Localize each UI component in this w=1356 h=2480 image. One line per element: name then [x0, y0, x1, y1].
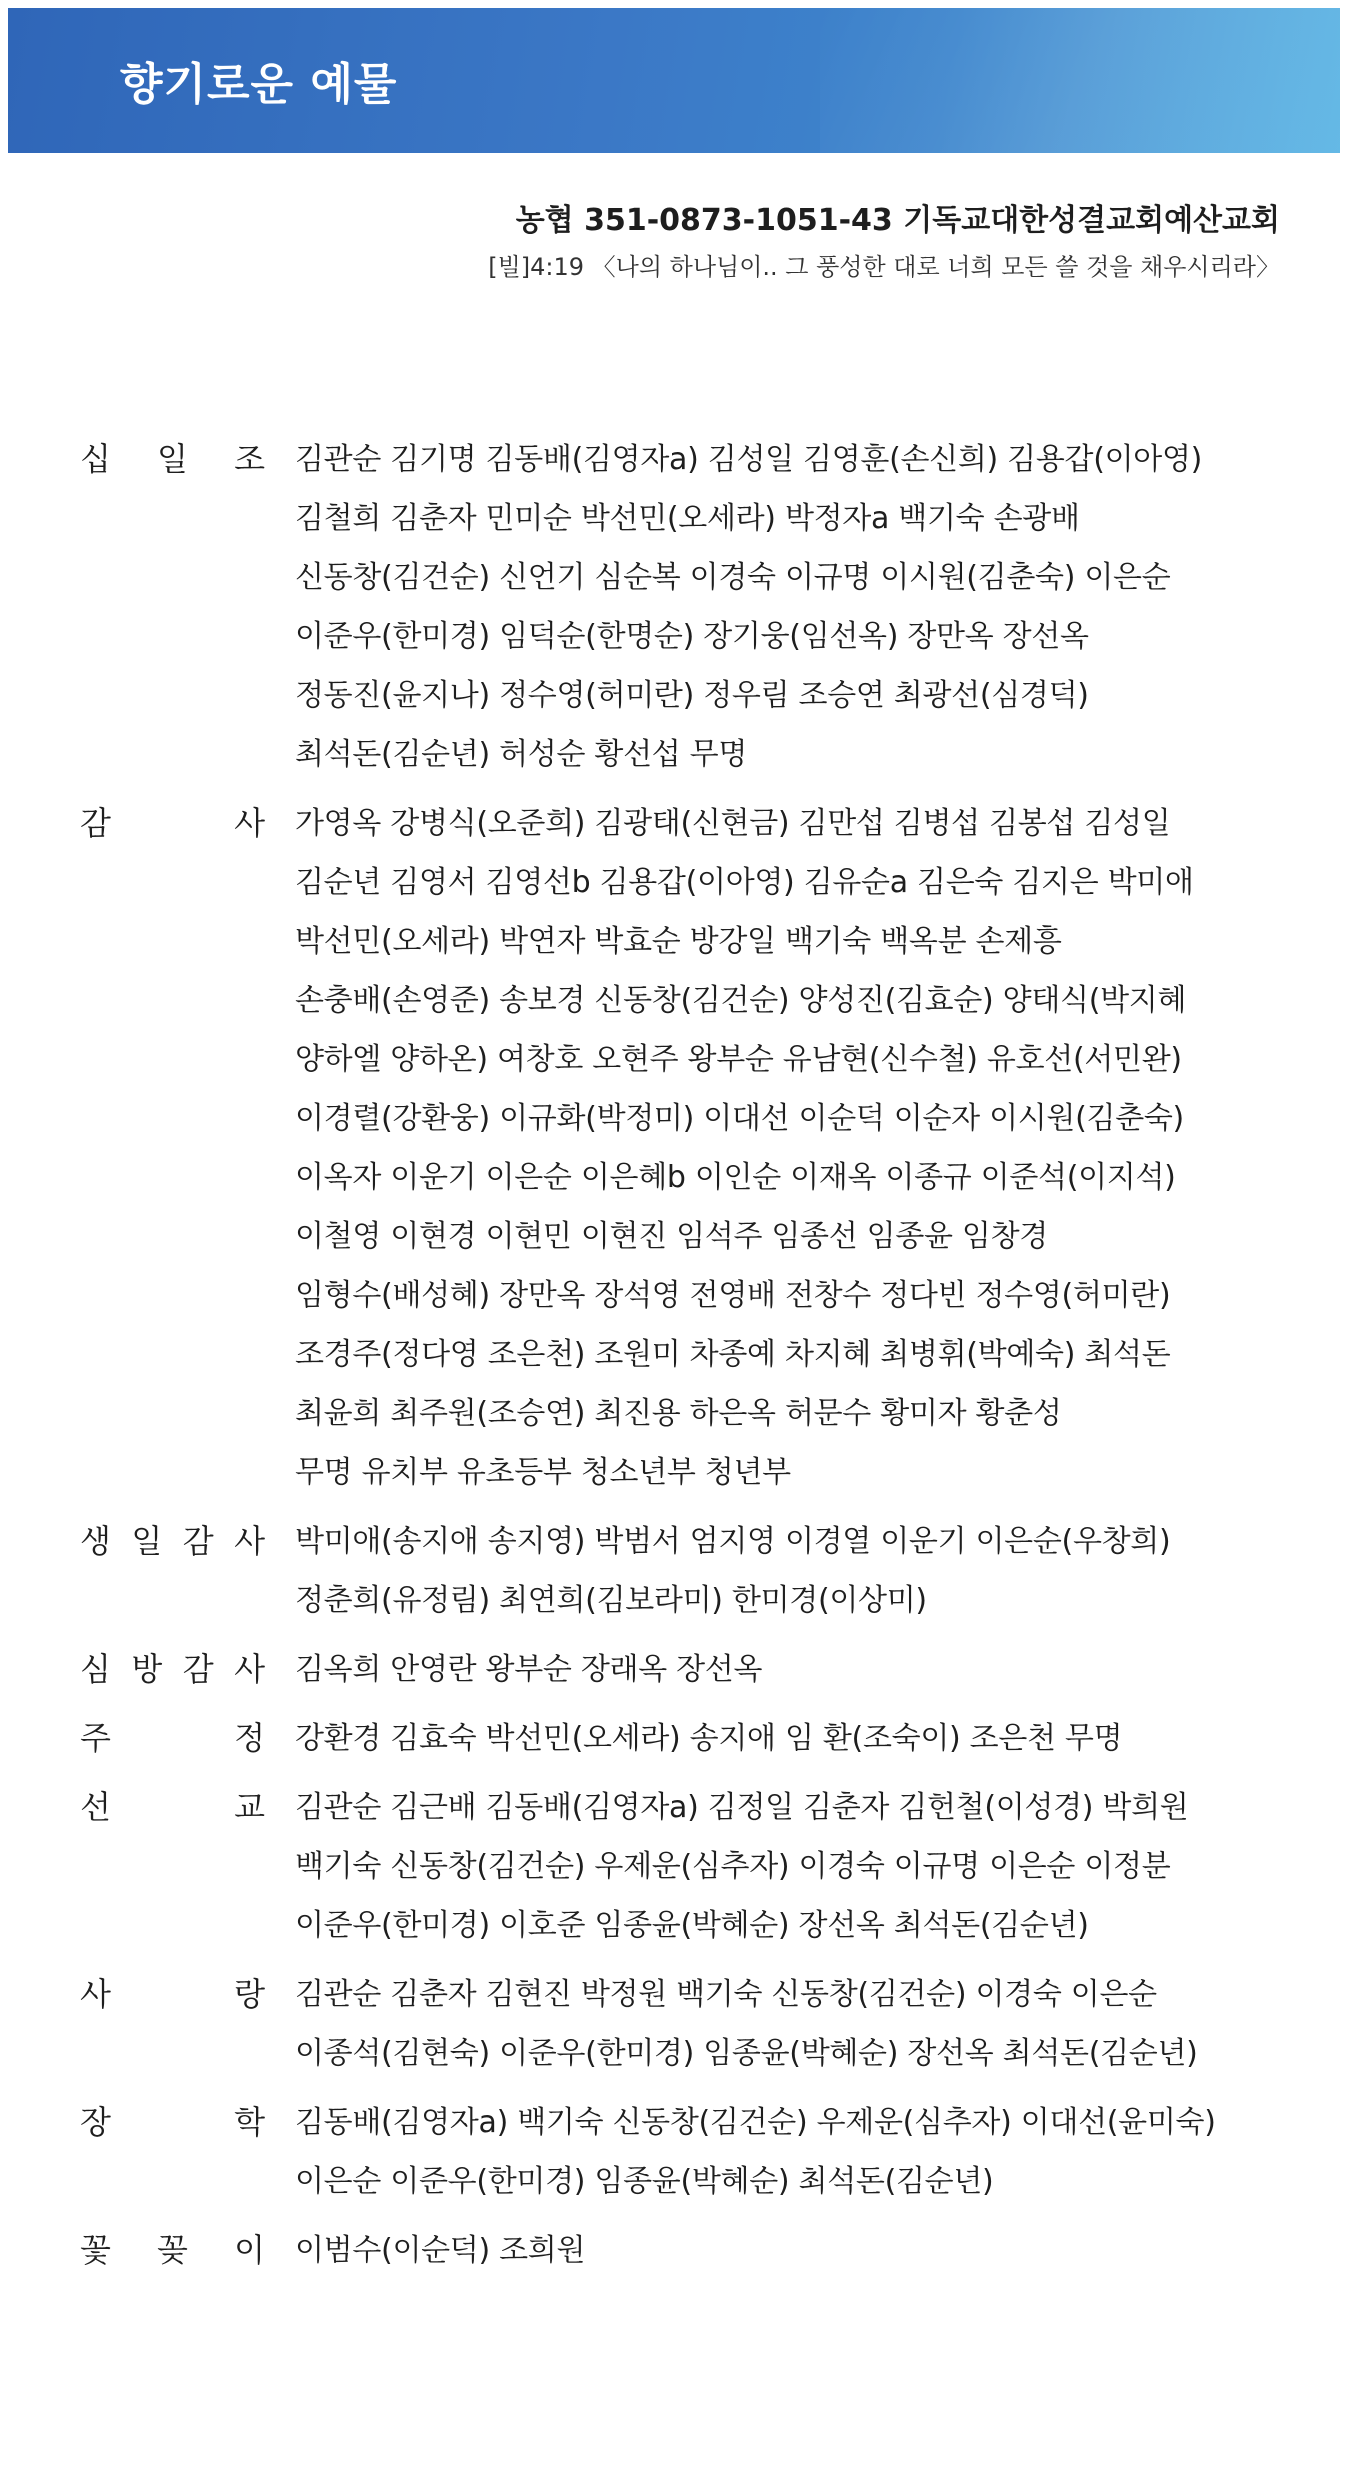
section-label-char: 조 [234, 440, 265, 478]
donor-line: 김옥희 안영란 왕부순 장래옥 장선옥 [295, 1652, 763, 1687]
offering-section [80, 430, 1310, 784]
offering-section [80, 2221, 1310, 2280]
page-title: 향기로운 예물 [120, 59, 398, 110]
section-label [80, 1709, 295, 1768]
donor-line: 신동창(김건순) 신언기 심순복 이경숙 이규명 이시원(김춘숙) 이은순 [295, 560, 1171, 595]
scripture-verse: [빌]4:19 〈나의 하나님이.. 그 풍성한 대로 너희 모든 쓸 것을 채우시리라〉 [488, 253, 1280, 281]
section-label-char: 방 [131, 1650, 163, 1688]
donor-lines [295, 1512, 1310, 1630]
section-label [80, 794, 295, 1502]
offering-section [80, 1512, 1310, 1630]
section-label-char: 선 [80, 1788, 111, 1826]
donor-line: 손충배(손영준) 송보경 신동창(김건순) 양성진(김효순) 양태식(박지혜 [295, 983, 1187, 1018]
offering-section [80, 1778, 1310, 1955]
section-label-char: 사 [80, 1975, 111, 2013]
donor-line: 김관순 김춘자 김현진 박정원 백기숙 신동창(김건순) 이경숙 이은순 [295, 1977, 1157, 2012]
donor-line: 무명 유치부 유초등부 청소년부 청년부 [295, 1455, 791, 1490]
offering-section [80, 794, 1310, 1502]
donor-line: 박미애(송지애 송지영) 박범서 엄지영 이경열 이운기 이은순(우창희) [295, 1524, 1171, 1559]
donor-lines [295, 1778, 1310, 1955]
section-label-char: 감 [182, 1522, 214, 1560]
donor-lines [295, 430, 1310, 784]
donor-line: 최윤희 최주원(조승연) 최진용 하은옥 허문수 황미자 황춘성 [295, 1396, 1062, 1431]
section-label-char: 꽂 [157, 2231, 188, 2269]
section-label [80, 1640, 295, 1699]
section-label-char: 랑 [234, 1975, 265, 2013]
section-label-char: 사 [234, 1650, 265, 1688]
donor-lines [295, 1640, 1310, 1699]
offering-section [80, 1640, 1310, 1699]
section-label-char: 사 [234, 804, 265, 842]
donor-line: 이종석(김현숙) 이준우(한미경) 임종윤(박혜순) 장선옥 최석돈(김순년) [295, 2036, 1198, 2071]
section-label-char: 사 [234, 1522, 265, 1560]
donor-line: 백기숙 신동창(김건순) 우제운(심추자) 이경숙 이규명 이은순 이정분 [295, 1849, 1171, 1884]
section-label-char: 이 [234, 2231, 265, 2269]
donor-line: 김순년 김영서 김영선b 김용갑(이아영) 김유순a 김은숙 김지은 박미애 [295, 865, 1194, 900]
donor-line: 박선민(오세라) 박연자 박효순 방강일 백기숙 백옥분 손제흥 [295, 924, 1062, 959]
section-label [80, 430, 295, 784]
donor-line: 임형수(배성혜) 장만옥 장석영 전영배 전창수 정다빈 정수영(허미란) [295, 1278, 1171, 1313]
offering-section [80, 1965, 1310, 2083]
offering-section [80, 2093, 1310, 2211]
donor-lines [295, 2221, 1310, 2280]
donor-lines [295, 2093, 1310, 2211]
donor-line: 김동배(김영자a) 백기숙 신동창(김건순) 우제운(심추자) 이대선(윤미숙) [295, 2105, 1216, 2140]
section-label-char: 주 [80, 1719, 111, 1757]
section-label-char: 장 [80, 2103, 111, 2141]
donor-line: 이철영 이현경 이현민 이현진 임석주 임종선 임종윤 임창경 [295, 1219, 1048, 1254]
donor-line: 양하엘 양하온) 여창호 오현주 왕부순 유남현(신수철) 유호선(서민완) [295, 1042, 1182, 1077]
donor-line: 강환경 김효숙 박선민(오세라) 송지애 임 환(조숙이) 조은천 무명 [295, 1721, 1123, 1756]
section-label-char: 감 [182, 1650, 214, 1688]
section-label-char: 정 [234, 1719, 265, 1757]
donor-line: 김관순 김근배 김동배(김영자a) 김정일 김춘자 김헌철(이성경) 박희원 [295, 1790, 1189, 1825]
section-label-char: 십 [80, 440, 111, 478]
donor-line: 정춘희(유정림) 최연희(김보라미) 한미경(이상미) [295, 1583, 927, 1618]
donor-line: 이범수(이순덕) 조희원 [295, 2233, 586, 2268]
donor-line: 김철희 김춘자 민미순 박선민(오세라) 박정자a 백기숙 손광배 [295, 501, 1080, 536]
offering-list [80, 430, 1310, 2290]
donor-line: 이경렬(강환웅) 이규화(박정미) 이대선 이순덕 이순자 이시원(김춘숙) [295, 1101, 1184, 1136]
section-label-char: 생 [80, 1522, 111, 1560]
donor-line: 김관순 김기명 김동배(김영자a) 김성일 김영훈(손신희) 김용갑(이아영) [295, 442, 1203, 477]
donor-line: 최석돈(김순년) 허성순 황선섭 무명 [295, 737, 748, 772]
donor-line: 정동진(윤지나) 정수영(허미란) 정우림 조승연 최광선(심경덕) [295, 678, 1089, 713]
donor-line: 이준우(한미경) 이호준 임종윤(박혜순) 장선옥 최석돈(김순년) [295, 1908, 1089, 1943]
donor-line: 이은순 이준우(한미경) 임종윤(박혜순) 최석돈(김순년) [295, 2164, 994, 2199]
section-label [80, 1965, 295, 2083]
offering-section [80, 1709, 1310, 1768]
donor-lines [295, 1965, 1310, 2083]
section-label [80, 1512, 295, 1630]
section-label-char: 일 [131, 1522, 163, 1560]
section-label-char: 일 [157, 440, 188, 478]
donor-lines [295, 1709, 1310, 1768]
section-label-char: 학 [234, 2103, 265, 2141]
donor-line: 조경주(정다영 조은천) 조원미 차종예 차지혜 최병휘(박예숙) 최석돈 [295, 1337, 1171, 1372]
section-label-char: 감 [80, 804, 111, 842]
section-label-char: 심 [80, 1650, 111, 1688]
section-label-char: 교 [234, 1788, 265, 1826]
bank-account-line: 농협 351-0873-1051-43 기독교대한성결교회예산교회 [515, 203, 1280, 238]
section-label [80, 2093, 295, 2211]
section-label [80, 2221, 295, 2280]
section-label-char: 꽃 [80, 2231, 111, 2269]
donor-line: 이준우(한미경) 임덕순(한명순) 장기웅(임선옥) 장만옥 장선옥 [295, 619, 1089, 654]
section-label [80, 1778, 295, 1955]
donor-line: 이옥자 이운기 이은순 이은혜b 이인순 이재옥 이종규 이준석(이지석) [295, 1160, 1176, 1195]
donor-line: 가영옥 강병식(오준희) 김광태(신현금) 김만섭 김병섭 김봉섭 김성일 [295, 806, 1171, 841]
donor-lines [295, 794, 1310, 1502]
header-banner [8, 8, 1340, 153]
